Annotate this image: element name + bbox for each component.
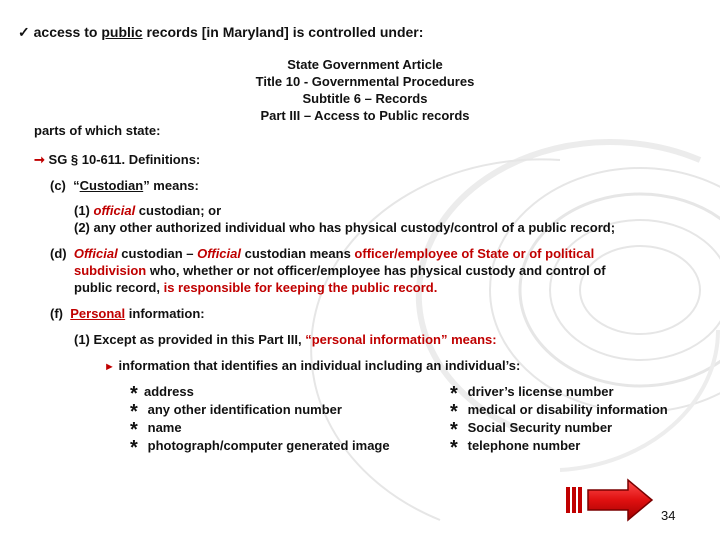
- right-item-text: driver’s license number: [467, 384, 614, 399]
- statute-line-3: Subtitle 6 – Records: [302, 91, 428, 106]
- asterisk-bullet-icon: *: [130, 419, 138, 441]
- list-item: [450, 437, 668, 459]
- right-list: [450, 383, 668, 459]
- f-term: Personal: [70, 306, 126, 321]
- c-item-1: [74, 203, 221, 218]
- list-item: [450, 419, 668, 441]
- right-item-text: telephone number: [467, 438, 581, 453]
- statute-line-2: Title 10 - Governmental Procedures: [255, 74, 475, 89]
- check-icon: ✓: [18, 24, 30, 40]
- list-item: [130, 437, 390, 459]
- left-list: [130, 383, 390, 459]
- asterisk-bullet-icon: *: [130, 401, 138, 423]
- left-item-text: address: [144, 384, 194, 399]
- heading-pre: access to: [33, 24, 102, 40]
- section-title: [34, 152, 200, 168]
- c-item1-red: official: [93, 203, 136, 218]
- c-item2-num: (2): [74, 220, 90, 235]
- right-item-text: Social Security number: [467, 420, 613, 435]
- heading-line: [18, 24, 423, 41]
- nav-first-button[interactable]: [566, 487, 582, 513]
- d-text-5: officer/employee of State or of political: [354, 246, 595, 261]
- list-item: [130, 419, 390, 441]
- list-item: [450, 401, 668, 423]
- f-sub-text: Except as provided in this Part III,: [93, 332, 306, 347]
- left-item-text: any other identification number: [147, 402, 342, 417]
- f-identify-line: [104, 358, 520, 373]
- f-sub-num: (1): [74, 332, 90, 347]
- c-item1-num: (1): [74, 203, 90, 218]
- arrow-icon: ➞: [34, 152, 45, 167]
- section-title-text: SG § 10-611. Definitions:: [48, 152, 201, 167]
- d-text-7: who, whether or not officer/employee has physical custody and control of: [146, 263, 606, 278]
- heading-public: public: [101, 24, 143, 40]
- heading-post: records [in Maryland] is controlled under:: [142, 24, 424, 40]
- definition-c: [50, 178, 199, 193]
- d-text-4: custodian means: [241, 246, 355, 261]
- f-rest: information:: [125, 306, 205, 321]
- d-text-9: is responsible for keeping the public record.: [163, 280, 438, 295]
- definition-d: [50, 245, 690, 296]
- c-close: ” means:: [143, 178, 199, 193]
- left-item-text: name: [147, 420, 182, 435]
- asterisk-bullet-icon: *: [450, 419, 458, 441]
- d-label: (d): [50, 246, 67, 261]
- f-sub-red: “personal information” means:: [305, 332, 497, 347]
- asterisk-bullet-icon: *: [130, 437, 138, 459]
- list-item: [130, 383, 390, 405]
- d-text-6: subdivision: [74, 263, 147, 278]
- c-open-quote: “: [73, 178, 80, 193]
- c-item2-text: any other authorized individual who has physical custody/control of a public record;: [93, 220, 616, 235]
- list-item: [450, 383, 668, 405]
- right-item-text: medical or disability information: [467, 402, 668, 417]
- next-arrow-button[interactable]: [586, 478, 654, 522]
- f-label: (f): [50, 306, 63, 321]
- c-label: (c): [50, 178, 66, 193]
- d-text-2: custodian –: [117, 246, 198, 261]
- pointer-icon: ►: [104, 361, 115, 373]
- statute-line-4: Part III – Access to Public records: [260, 108, 470, 123]
- d-term-1: Official: [73, 246, 118, 261]
- c-item-2: [74, 220, 615, 235]
- asterisk-bullet-icon: *: [450, 401, 458, 423]
- asterisk-bullet-icon: *: [130, 383, 138, 405]
- parts-label: parts of which state:: [34, 123, 161, 138]
- page-number: 34: [661, 508, 676, 523]
- list-item: [130, 401, 390, 423]
- f-subitem-1: [74, 332, 497, 347]
- definition-f: [50, 306, 205, 321]
- statute-line-1: State Government Article: [287, 57, 443, 72]
- c-term: Custodian: [79, 178, 144, 193]
- left-item-text: photograph/computer generated image: [147, 438, 390, 453]
- statute-block: [240, 56, 490, 124]
- d-text-8: public record,: [74, 280, 164, 295]
- d-term-3: Official: [197, 246, 241, 261]
- f-identify-text: information that identifies an individual including an individual’s:: [118, 358, 521, 373]
- c-item1-rest: custodian; or: [135, 203, 222, 218]
- asterisk-bullet-icon: *: [450, 383, 458, 405]
- asterisk-bullet-icon: *: [450, 437, 458, 459]
